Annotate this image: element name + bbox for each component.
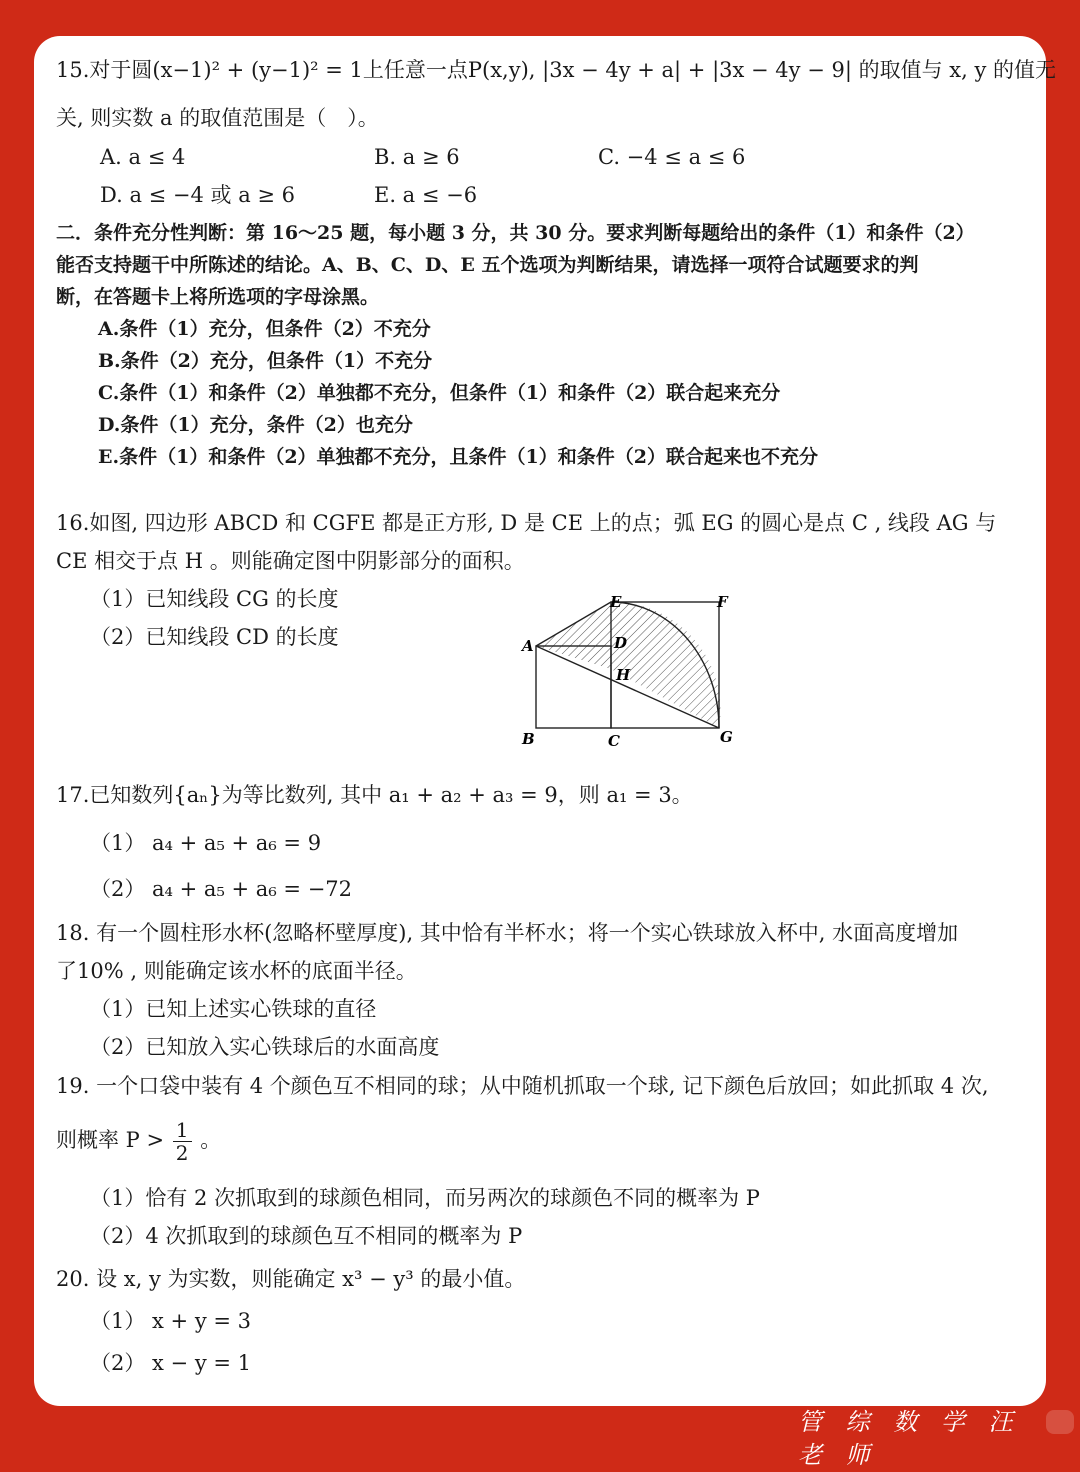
section2-line2: 能否支持题干中所陈述的结论。A、B、C、D、E 五个选项为判断结果，请选择一项符合试题要求的判 bbox=[56, 254, 919, 276]
label-g: G bbox=[720, 728, 733, 746]
label-f: F bbox=[717, 593, 728, 611]
q18-line1: 18. 有一个圆柱形水杯(忽略杯壁厚度), 其中恰有半杯水；将一个实心铁球放入杯中, 水面高度增加 bbox=[56, 921, 959, 945]
q20-condition-1: （1） x + y = 3 bbox=[90, 1309, 251, 1333]
q15-line1: 15.对于圆(x−1)² + (y−1)² = 1上任意一点P(x,y), |3x − 4y + a| + |3x − 4y − 9| 的取值与 x, y 的值无 bbox=[56, 58, 1056, 82]
watermark-badge bbox=[1046, 1410, 1074, 1434]
choice-b: B.条件（2）充分，但条件（1）不充分 bbox=[98, 350, 433, 372]
q17-condition-1: （1） a₄ + a₅ + a₆ = 9 bbox=[90, 831, 322, 855]
q16-geometry-figure bbox=[492, 554, 762, 754]
q19-condition-1: （1）恰有 2 次抓取到的球颜色相同，而另两次的球颜色不同的概率为 P bbox=[90, 1186, 760, 1210]
q17-line1: 17.已知数列{aₙ}为等比数列, 其中 a₁ + a₂ + a₃ = 9，则 a₁ = 3。 bbox=[56, 783, 693, 807]
q19-line2 bbox=[56, 1112, 221, 1168]
section2-line1: 二．条件充分性判断：第 16～25 题，每小题 3 分，共 30 分。要求判断每题给出的条件（1）和条件（2） bbox=[56, 222, 975, 244]
fraction-denominator: 2 bbox=[175, 1141, 189, 1165]
label-b: B bbox=[522, 730, 535, 748]
q19-line2-suffix: 。 bbox=[200, 1128, 222, 1152]
q15-option-a: A. a ≤ 4 bbox=[100, 145, 186, 169]
label-a: A bbox=[522, 637, 534, 655]
q19-line2-prefix: 则概率 P > bbox=[56, 1128, 165, 1152]
q18-line2: 了10% , 则能确定该水杯的底面半径。 bbox=[56, 959, 417, 983]
q17-condition-2: （2） a₄ + a₅ + a₆ = −72 bbox=[90, 877, 353, 901]
q19-line1: 19. 一个口袋中装有 4 个颜色互不相同的球；从中随机抓取一个球, 记下颜色后放回；如此抓取 4 次, bbox=[56, 1074, 989, 1098]
q16-line2: CE 相交于点 H 。则能确定图中阴影部分的面积。 bbox=[56, 549, 525, 573]
label-d: D bbox=[614, 634, 628, 652]
shaded-triangle-aeh bbox=[536, 602, 611, 669]
q16-condition-1: （1）已知线段 CG 的长度 bbox=[90, 587, 339, 611]
label-e: E bbox=[610, 593, 622, 611]
q15-option-d: D. a ≤ −4 或 a ≥ 6 bbox=[100, 183, 296, 207]
q19-condition-2: （2）4 次抓取到的球颜色互不相同的概率为 P bbox=[90, 1224, 523, 1248]
fraction-one-half bbox=[173, 1119, 192, 1164]
choice-e: E.条件（1）和条件（2）单独都不充分，且条件（1）和条件（2）联合起来也不充分 bbox=[98, 446, 818, 468]
q20-condition-2: （2） x − y = 1 bbox=[90, 1351, 251, 1375]
label-c: C bbox=[608, 732, 620, 750]
choice-c: C.条件（1）和条件（2）单独都不充分，但条件（1）和条件（2）联合起来充分 bbox=[98, 382, 781, 404]
q16-condition-2: （2）已知线段 CD 的长度 bbox=[90, 625, 339, 649]
q16-line1: 16.如图, 四边形 ABCD 和 CGFE 都是正方形, D 是 CE 上的点；弧 EG 的圆心是点 C , 线段 AG 与 bbox=[56, 511, 997, 535]
q18-condition-2: （2）已知放入实心铁球后的水面高度 bbox=[90, 1035, 440, 1059]
q15-option-e: E. a ≤ −6 bbox=[374, 183, 478, 207]
section2-line3: 断，在答题卡上将所选项的字母涂黑。 bbox=[56, 286, 380, 308]
q15-line2: 关, 则实数 a 的取值范围是（ ）。 bbox=[56, 106, 379, 130]
footer-signature: 管 综 数 学 汪 老 师 bbox=[798, 1408, 1021, 1469]
fraction-numerator: 1 bbox=[173, 1119, 192, 1142]
label-h: H bbox=[616, 666, 631, 684]
q15-option-c: C. −4 ≤ a ≤ 6 bbox=[598, 145, 746, 169]
choice-d: D.条件（1）充分，条件（2）也充分 bbox=[98, 414, 413, 436]
q20-line1: 20. 设 x, y 为实数，则能确定 x³ − y³ 的最小值。 bbox=[56, 1267, 526, 1291]
q15-option-b: B. a ≥ 6 bbox=[374, 145, 460, 169]
q18-condition-1: （1）已知上述实心铁球的直径 bbox=[90, 997, 377, 1021]
choice-a: A.条件（1）充分，但条件（2）不充分 bbox=[98, 318, 431, 340]
